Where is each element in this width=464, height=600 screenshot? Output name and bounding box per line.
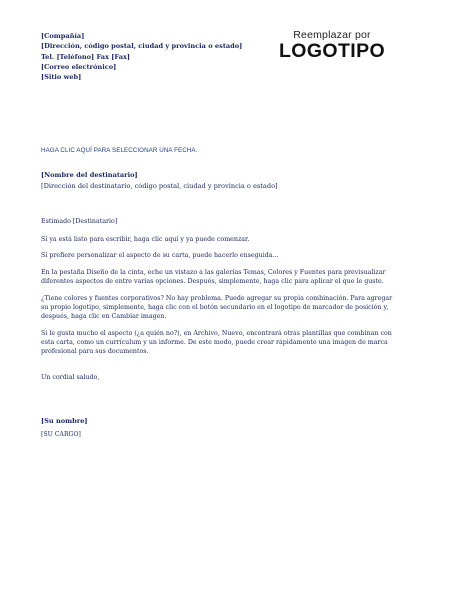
signature-title[interactable]: [SU CARGO] — [41, 431, 81, 438]
body-paragraph-4[interactable]: ¿Tiene colores y fuentes corporativos? No hay problema. Puede agregar su propia combinación. Para agregar su propio logotipo, simplemente, haga clic con el botón secundario en el logotipo de marcador de posición y, después, haga clic en Cambiar imagen. — [41, 294, 393, 321]
logo-line2: LOGOTIPO — [278, 40, 386, 62]
signature-block — [41, 414, 88, 442]
sender-company[interactable]: [Compañía] — [41, 32, 85, 40]
closing[interactable]: Un cordial saludo, — [41, 374, 100, 381]
sender-address[interactable]: [Dirección, código postal, ciudad y provincia o estado] — [41, 42, 243, 51]
salutation[interactable]: Estimado [Destinatario] — [41, 218, 118, 225]
logo-placeholder[interactable] — [272, 29, 392, 61]
recipient-block — [41, 170, 278, 191]
sender-email[interactable]: [Correo electrónico] — [41, 62, 117, 71]
logo-line1: Reemplazar por — [293, 29, 371, 41]
sender-phone-fax[interactable]: Tel. [Teléfono] Fax [Fax] — [41, 52, 131, 61]
body-paragraph-1[interactable]: Si ya está listo para escribir, haga clic aquí y ya puede comenzar. — [41, 235, 250, 243]
sender-website[interactable]: [Sitio web] — [41, 73, 82, 82]
sender-block — [41, 31, 242, 82]
letter-body[interactable] — [41, 217, 401, 364]
body-paragraph-3[interactable]: En la pestaña Diseño de la cinta, eche un vistazo a las galerías Temas, Colores y Fuentes para previsualizar diferentes aspectos de entre varias opciones. Después, simplemente, haga clic para aplicar el que le guste. — [41, 268, 386, 286]
body-paragraph-2[interactable]: Si prefiere personalizar el aspecto de su carta, puede hacerlo enseguida... — [41, 252, 279, 260]
signature-name[interactable]: [Su nombre] — [41, 417, 88, 425]
date-picker-placeholder[interactable]: HAGA CLIC AQUÍ PARA SELECCIONAR UNA FECHA. — [41, 147, 198, 154]
body-paragraph-5[interactable]: Si le gusta mucho el aspecto (¿a quién no?), en Archivo, Nuevo, encontrará otras plantillas que combinan con esta carta, como un currículum y un informe. De este modo, puede crear rápidamente una imagen de marca profesional para sus documentos. — [41, 329, 392, 356]
recipient-address[interactable]: [Dirección del destinatario, código postal, ciudad y provincia o estado] — [41, 181, 278, 190]
recipient-name[interactable]: [Nombre del destinatario] — [41, 171, 138, 179]
